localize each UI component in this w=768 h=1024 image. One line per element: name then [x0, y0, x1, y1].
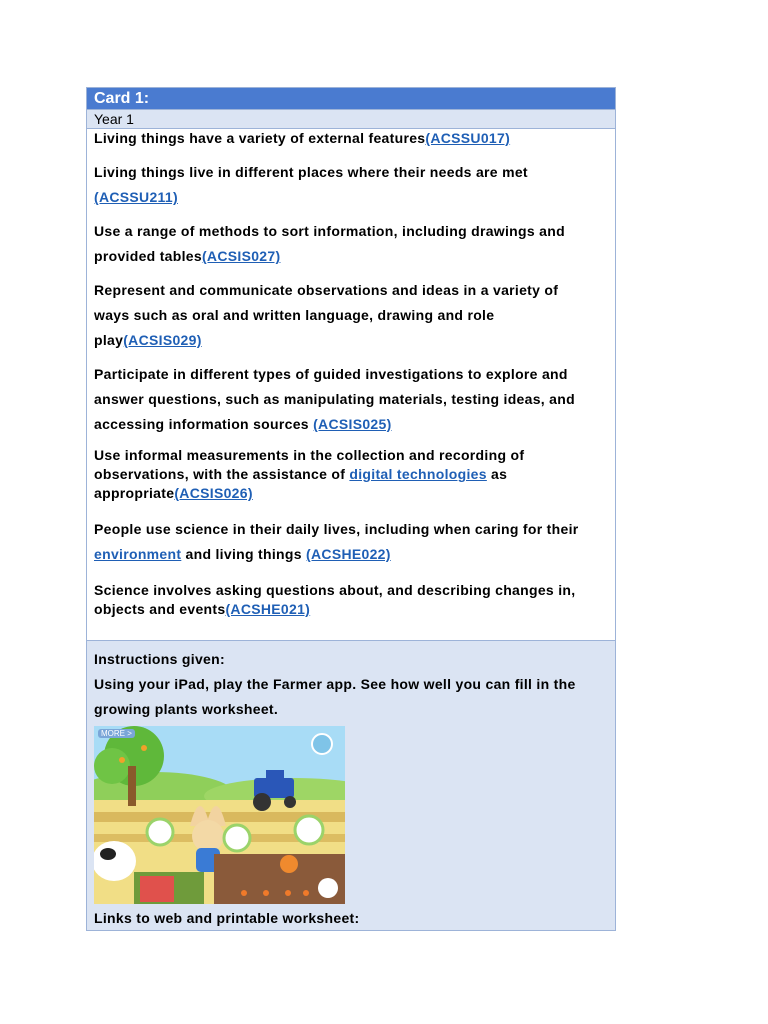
year-label: Year 1: [87, 109, 615, 129]
outcome-item: [94, 278, 594, 353]
outcome-text: Science involves asking questions about, and describing changes in, objects and events: [94, 582, 576, 617]
outcome-text: Participate in different types of guided investigations to explore and answer questions, such as manipulating materials, testing ideas, and accessing information sources: [94, 366, 575, 432]
outcome-text: Living things have a variety of external features: [94, 130, 426, 146]
outcome-text: People use science in their daily lives, including when caring for their: [94, 521, 579, 537]
outcome-item: [94, 129, 607, 148]
outcome-item: [94, 517, 607, 567]
outcome-code-link[interactable]: (ACSHE021): [225, 601, 311, 617]
outcome-item: [94, 362, 607, 437]
farmer-app-screenshot: [94, 726, 345, 904]
instructions-body: Using your iPad, play the Farmer app. See how well you can fill in the growing plants worksheet.: [94, 676, 576, 717]
outcome-code-link[interactable]: (ACSIS025): [313, 416, 392, 432]
outcome-code-link[interactable]: (ACSIS027): [201, 248, 281, 264]
more-button: MORE >: [98, 729, 135, 738]
outcome-code-link[interactable]: (ACSSU211): [94, 189, 178, 205]
instructions-section: [87, 640, 615, 930]
outcome-text: as appropriate: [94, 466, 508, 501]
outcome-text: Use a range of methods to sort information, including drawings and provided tables: [94, 223, 565, 264]
outcome-text: Represent and communicate observations and ideas in a variety of ways such as oral and written language, drawing and role play: [94, 282, 559, 348]
outcome-code-link[interactable]: (ACSIS026): [174, 485, 253, 501]
card-title: Card 1:: [87, 88, 615, 109]
outcome-text: and living things: [181, 546, 307, 562]
digital-technologies-link[interactable]: digital technologies: [349, 466, 487, 482]
outcome-code-link[interactable]: (ACSHE022): [306, 546, 391, 562]
outcome-code-link[interactable]: (ACSSU017): [425, 130, 511, 146]
outcome-text: Use informal measurements in the collection and recording of observations, with the assistance of: [94, 447, 525, 482]
outcome-item: [94, 581, 607, 619]
outcomes-list: [87, 129, 615, 640]
outcome-text: Living things live in different places where their needs are met: [94, 164, 528, 180]
outcome-item: [94, 160, 534, 210]
farm-scene-illustration: [94, 726, 345, 904]
links-label: Links to web and printable worksheet:: [94, 910, 360, 926]
environment-link[interactable]: environment: [94, 546, 182, 562]
outcome-item: [94, 446, 564, 503]
outcome-item: [94, 219, 607, 269]
instructions-label: Instructions given:: [94, 651, 225, 667]
card-table: [86, 87, 616, 931]
outcome-code-link[interactable]: (ACSIS029): [123, 332, 202, 348]
